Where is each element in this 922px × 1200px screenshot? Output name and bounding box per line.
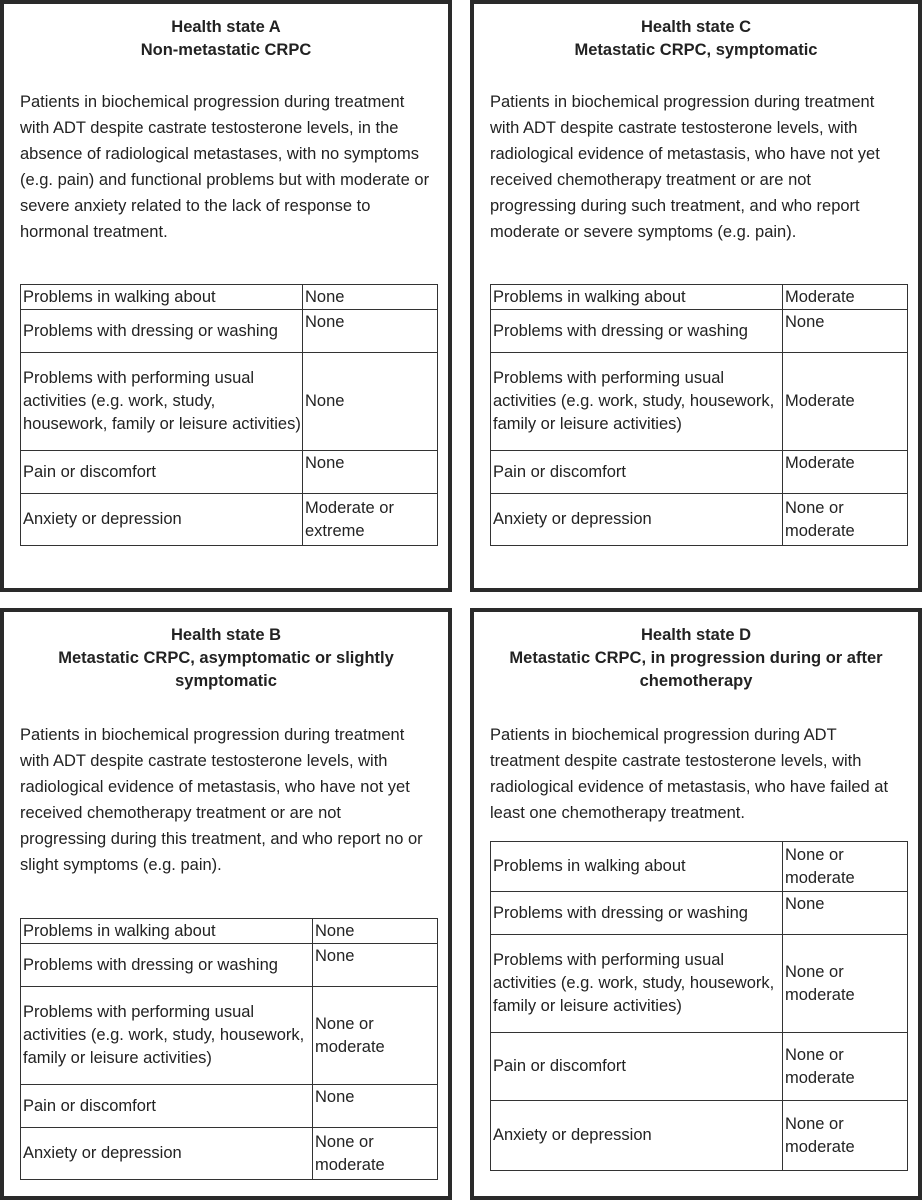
card-description: Patients in biochemical progression during treatment with ADT despite castrate testosterone levels, with radiological evidence of metastasis, who have not yet received chemotherapy treatment or are not progressing during such treatment, and who report moderate or severe symptoms (e.g. pain). xyxy=(490,93,880,241)
dimension-label: Problems with dressing or washing xyxy=(21,310,303,353)
dimension-label: Problems with performing usual activities (e.g. work, study, housework, family or leisure activities) xyxy=(21,353,303,451)
card-title-line2: Metastatic CRPC, in progression during or after chemotherapy xyxy=(509,649,883,690)
dimension-value: None or moderate xyxy=(783,1101,908,1171)
table-row xyxy=(21,919,438,944)
card-title xyxy=(500,624,892,693)
card-description: Patients in biochemical progression during treatment with ADT despite castrate testosterone levels, with radiological evidence of metastasis, who have not yet received chemotherapy treatment or are not progressing during this treatment, and who report no or slight symptoms (e.g. pain). xyxy=(20,726,423,874)
dimension-value: None xyxy=(303,310,438,353)
table-row xyxy=(491,1101,908,1171)
dimension-table xyxy=(20,284,438,546)
table-row xyxy=(491,353,908,451)
dimension-label: Anxiety or depression xyxy=(491,1101,783,1171)
card-description: Patients in biochemical progression during ADT treatment despite castrate testosterone levels, with radiological evidence of metastasis, who have failed at least one chemotherapy treatment. xyxy=(490,726,889,822)
dimension-label: Problems with performing usual activities (e.g. work, study, housework, family or leisure activities) xyxy=(21,987,313,1085)
health-state-a-card xyxy=(0,0,452,592)
table-row xyxy=(21,494,438,546)
card-title-line1: Health state D xyxy=(640,626,752,644)
card-title-line1: Health state A xyxy=(171,18,281,36)
card-title-line1: Health state C xyxy=(640,18,752,36)
dimension-label: Pain or discomfort xyxy=(21,1085,313,1128)
dimension-value: Moderate xyxy=(783,285,908,310)
dimension-label: Problems with dressing or washing xyxy=(21,944,313,987)
dimension-label: Anxiety or depression xyxy=(21,494,303,546)
table-row xyxy=(21,987,438,1085)
card-title xyxy=(30,16,422,62)
dimension-label: Problems in walking about xyxy=(491,842,783,892)
dimension-value: None or moderate xyxy=(783,1033,908,1101)
dimension-value: None xyxy=(783,892,908,935)
card-title xyxy=(30,624,422,693)
dimension-label: Problems in walking about xyxy=(21,919,313,944)
dimension-table xyxy=(490,284,908,546)
dimension-value: None or moderate xyxy=(313,1128,438,1180)
dimension-label: Pain or discomfort xyxy=(491,451,783,494)
health-state-b-card xyxy=(0,608,452,1200)
dimension-value: None xyxy=(313,919,438,944)
card-title-line1: Health state B xyxy=(170,626,282,644)
table-row xyxy=(491,494,908,546)
dimension-value: None or moderate xyxy=(783,494,908,546)
card-title-line2: Metastatic CRPC, symptomatic xyxy=(574,41,818,59)
dimension-value: None xyxy=(303,353,438,451)
dimension-label: Problems in walking about xyxy=(21,285,303,310)
dimension-label: Problems with dressing or washing xyxy=(491,310,783,353)
health-state-d-card xyxy=(470,608,922,1200)
table-row xyxy=(21,1085,438,1128)
dimension-label: Problems with performing usual activities (e.g. work, study, housework, family or leisure activities) xyxy=(491,935,783,1033)
dimension-value: None or moderate xyxy=(313,987,438,1085)
table-row xyxy=(21,310,438,353)
table-row xyxy=(21,944,438,987)
dimension-value: None xyxy=(313,1085,438,1128)
dimension-value: Moderate xyxy=(783,353,908,451)
dimension-label: Problems in walking about xyxy=(491,285,783,310)
card-title xyxy=(500,16,892,62)
dimension-value: None or moderate xyxy=(783,842,908,892)
dimension-value: None xyxy=(783,310,908,353)
table-row xyxy=(21,1128,438,1180)
dimension-value: None xyxy=(303,285,438,310)
table-row xyxy=(491,892,908,935)
dimension-value: None xyxy=(303,451,438,494)
table-row xyxy=(491,285,908,310)
dimension-label: Pain or discomfort xyxy=(491,1033,783,1101)
table-row xyxy=(21,353,438,451)
dimension-label: Problems with dressing or washing xyxy=(491,892,783,935)
dimension-table xyxy=(20,918,438,1180)
dimension-value: Moderate or extreme xyxy=(303,494,438,546)
table-row xyxy=(491,842,908,892)
dimension-table xyxy=(490,841,908,1171)
table-row xyxy=(21,451,438,494)
dimension-value: None or moderate xyxy=(783,935,908,1033)
dimension-label: Problems with performing usual activities (e.g. work, study, housework, family or leisure activities) xyxy=(491,353,783,451)
dimension-value: Moderate xyxy=(783,451,908,494)
table-row xyxy=(491,935,908,1033)
table-row xyxy=(491,451,908,494)
table-row xyxy=(491,1033,908,1101)
card-title-line2: Non-metastatic CRPC xyxy=(140,41,312,59)
table-row xyxy=(21,285,438,310)
card-description: Patients in biochemical progression during treatment with ADT despite castrate testosterone levels, in the absence of radiological metastases, with no symptoms (e.g. pain) and functional problems but with moderate or severe anxiety related to the lack of response to hormonal treatment. xyxy=(20,93,430,241)
health-state-c-card xyxy=(470,0,922,592)
dimension-value: None xyxy=(313,944,438,987)
dimension-label: Anxiety or depression xyxy=(21,1128,313,1180)
dimension-label: Pain or discomfort xyxy=(21,451,303,494)
card-title-line2: Metastatic CRPC, asymptomatic or slightly symptomatic xyxy=(58,649,394,690)
table-row xyxy=(491,310,908,353)
dimension-label: Anxiety or depression xyxy=(491,494,783,546)
